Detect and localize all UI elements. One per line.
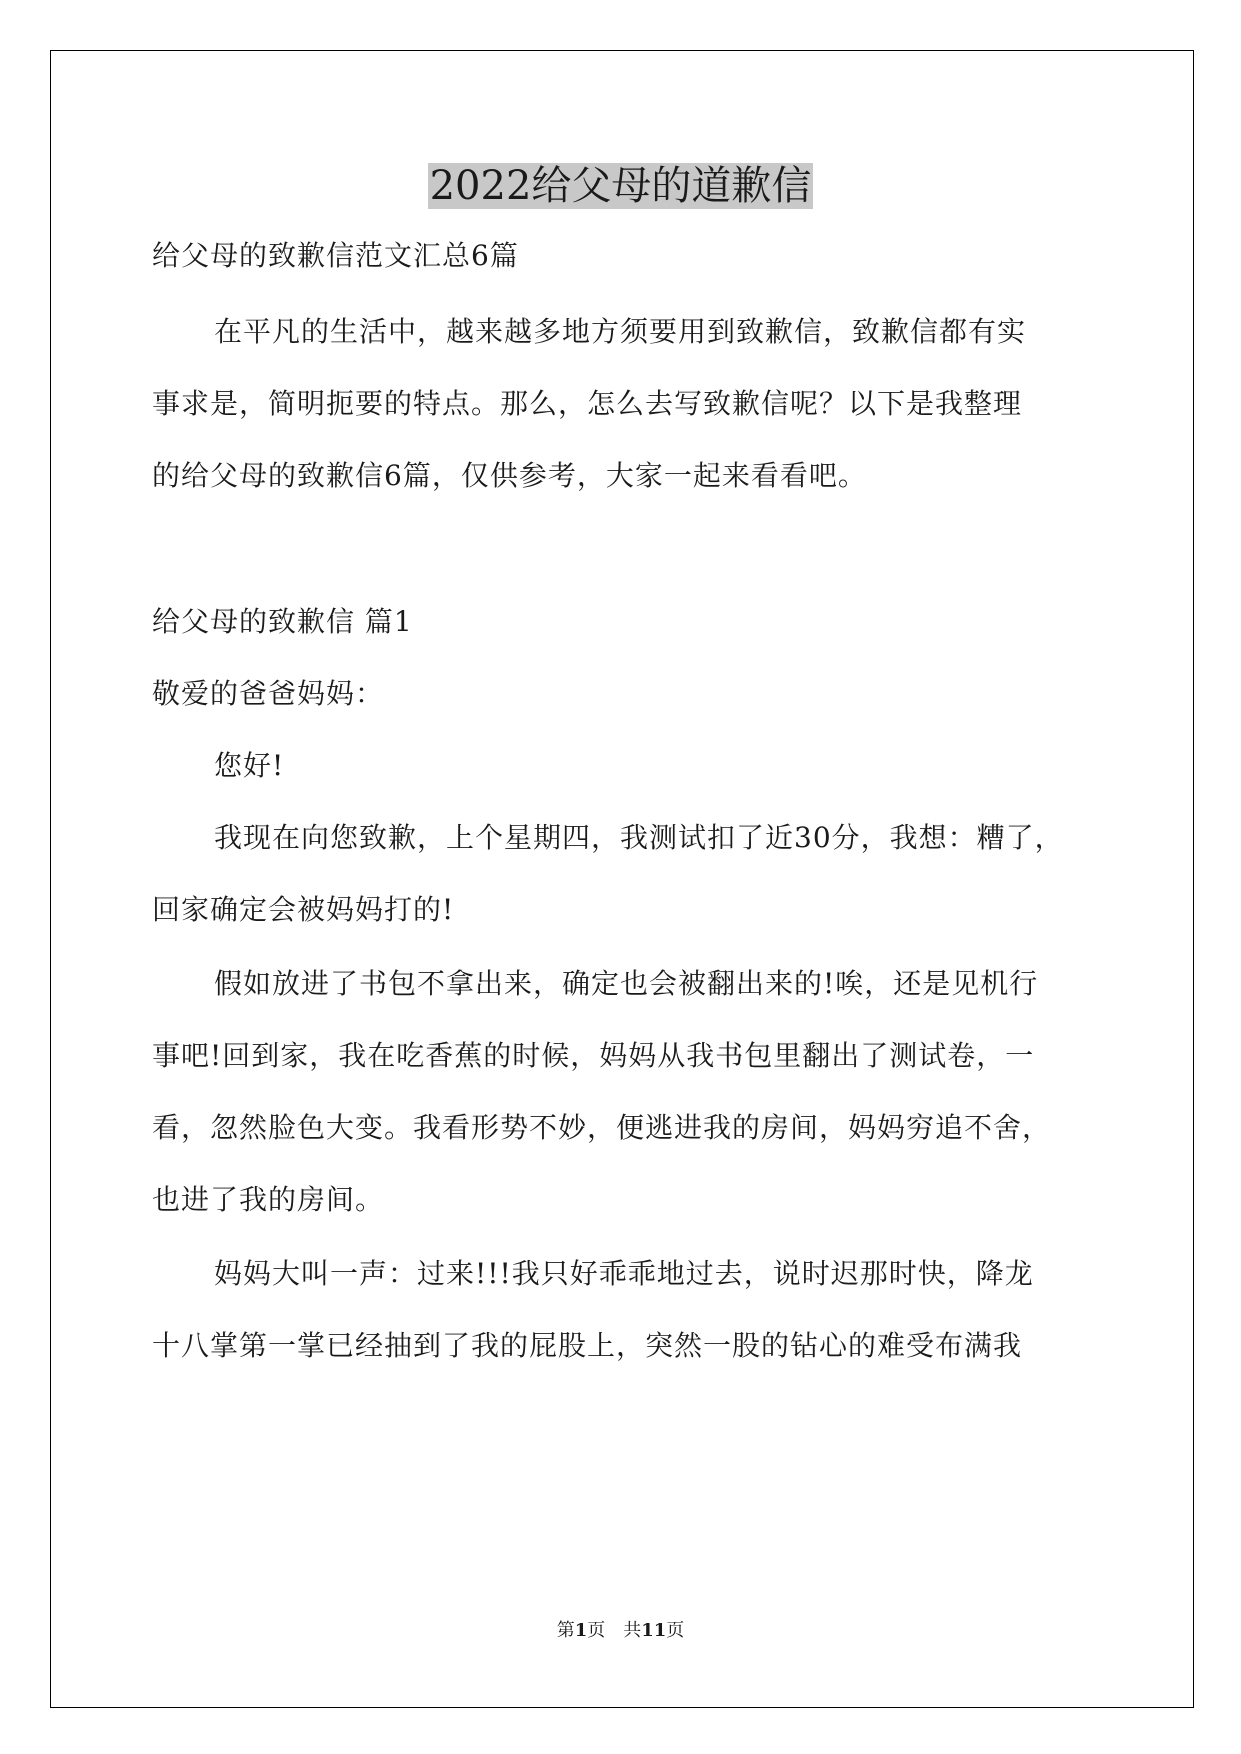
intro-line-1: 在平凡的生活中，越来越多地方须要用到致歉信，致歉信都有实 bbox=[214, 315, 1027, 348]
para2-line-1: 假如放进了书包不拿出来，确定也会被翻出来的!唉，还是见机行 bbox=[214, 967, 1039, 1000]
para2-line-3: 看，忽然脸色大变。我看形势不妙，便逃进我的房间，妈妈穷追不舍， bbox=[152, 1111, 1052, 1144]
page-footer bbox=[0, 1619, 1241, 1643]
para2-line-2: 事吧!回到家，我在吃香蕉的时候，妈妈从我书包里翻出了测试卷，一 bbox=[152, 1039, 1035, 1072]
para3-line-1: 妈妈大叫一声：过来!!!我只好乖乖地过去，说时迟那时快，降龙 bbox=[214, 1257, 1034, 1290]
subtitle: 给父母的致歉信范文汇总6篇 bbox=[152, 239, 519, 272]
para1-line-1: 我现在向您致歉，上个星期四，我测试扣了近30分，我想：糟了， bbox=[214, 821, 1064, 854]
document-title-text: 2022给父母的道歉信 bbox=[429, 163, 812, 209]
salutation: 敬爱的爸爸妈妈： bbox=[152, 677, 385, 710]
intro-line-3: 的给父母的致歉信6篇，仅供参考，大家一起来看看吧。 bbox=[152, 459, 867, 492]
footer-suffix: 页 bbox=[666, 1620, 685, 1641]
footer-total-pages: 11 bbox=[641, 1620, 667, 1641]
page-border bbox=[50, 50, 1194, 1708]
footer-prefix: 第 bbox=[556, 1620, 575, 1641]
section-heading: 给父母的致歉信 篇1 bbox=[152, 605, 413, 638]
greeting: 您好! bbox=[214, 749, 285, 782]
para1-line-2: 回家确定会被妈妈打的! bbox=[152, 893, 455, 926]
para2-line-4: 也进了我的房间。 bbox=[152, 1183, 385, 1216]
document-title bbox=[0, 156, 1241, 216]
intro-line-2: 事求是，简明扼要的特点。那么，怎么去写致歉信呢？以下是我整理 bbox=[152, 387, 1023, 420]
footer-page-number: 1 bbox=[574, 1620, 588, 1641]
para3-line-2: 十八掌第一掌已经抽到了我的屁股上，突然一股的钻心的难受布满我 bbox=[152, 1329, 1023, 1362]
footer-mid: 页 共 bbox=[587, 1620, 642, 1641]
